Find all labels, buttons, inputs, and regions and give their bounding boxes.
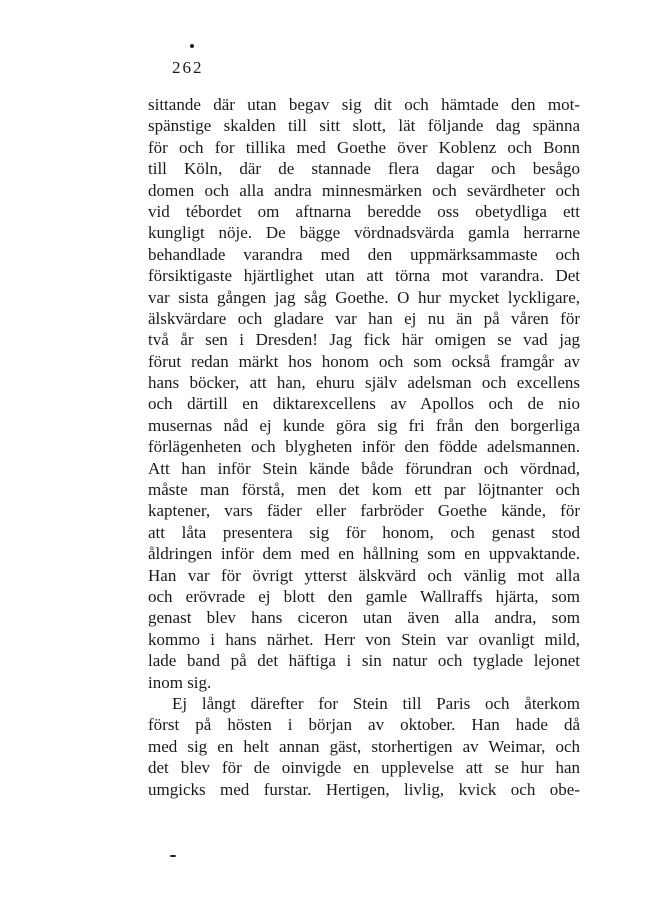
page-number: 262	[172, 58, 204, 77]
text-line: förut redan märkt hos honom och som också framgår av	[148, 351, 580, 371]
text-line: umgicks med furstar. Hertigen, livlig, kvick och obe-	[148, 779, 580, 799]
text-line: för och for tillika med Goethe över Koblenz och Bonn	[148, 137, 580, 157]
paragraph-end-line: inom sig.	[148, 672, 212, 692]
text-line: var sista gången jag såg Goethe. O hur mycket lyckligare,	[148, 287, 580, 307]
text-line: domen och alla andra minnesmärken och sevärdheter och	[148, 180, 580, 200]
text-line: med sig en helt annan gäst, storhertigen av Weimar, och	[148, 736, 580, 756]
text-line: förlägenheten och blygheten inför den födde adelsmannen.	[148, 437, 580, 457]
text-line: till Köln, där de stannade flera dagar och besågo	[148, 159, 580, 179]
text-line: sittande där utan begav sig dit och hämtade den mot-	[148, 95, 580, 114]
text-line: försiktigaste hjärtlighet utan att törna mot varandra. Det	[148, 266, 580, 286]
text-line: kungligt nöje. De bägge vördnadsvärda gamla herrarne	[148, 223, 580, 243]
text-line: hans böcker, att han, ehuru själv adelsman och excellens	[148, 373, 580, 393]
print-speck-top	[190, 44, 194, 48]
text-line: behandlade varandra med den uppmärksammaste och	[148, 244, 580, 264]
paragraph-start-line: Ej långt därefter for Stein till Paris och återkom	[172, 693, 580, 713]
text-line: musernas nåd ej kunde göra sig fri från den borgerliga	[148, 415, 580, 435]
text-line: genast blev hans ciceron utan även alla andra, som	[148, 608, 580, 628]
text-line: två år sen i Dresden! Jag fick här omigen se vad jag	[148, 330, 580, 350]
text-line: och erövrade ej blott den gamle Wallraffs hjärta, som	[148, 586, 580, 606]
text-line: åldringen inför dem med en hållning som en uppvaktande.	[148, 544, 580, 564]
text-line: måste man förstå, men det kom ett par löjtnanter och	[148, 480, 580, 500]
text-line: först på hösten i början av oktober. Han hade då	[148, 715, 580, 735]
text-line: kommo i hans närhet. Herr von Stein var ovanligt mild,	[148, 629, 580, 649]
body-text	[148, 94, 580, 800]
text-line: kaptener, vars fäder eller farbröder Goethe kände, för	[148, 501, 580, 521]
text-line: lade band på det häftiga i sin natur och tyglade lejonet	[148, 651, 580, 671]
text-line: att låta presentera sig för honom, och genast stod	[148, 522, 580, 542]
text-line: Att han inför Stein kände både förundran och vördnad,	[148, 458, 580, 478]
text-line: och därtill en diktarexcellens av Apollos och de nio	[148, 394, 580, 414]
text-line: spänstige skalden till sitt slott, lät följande dag spänna	[148, 116, 580, 136]
text-line: älskvärdare och gladare var han ej nu än på våren för	[148, 308, 580, 328]
print-speck-bottom	[170, 855, 176, 857]
text-line: det blev för de oinvigde en upplevelse att se hur han	[148, 758, 580, 778]
text-line: vid tébordet om aftnarna beredde oss obetydliga ett	[148, 201, 580, 221]
text-line: Han var för övrigt ytterst älskvärd och vänlig mot alla	[148, 565, 580, 585]
